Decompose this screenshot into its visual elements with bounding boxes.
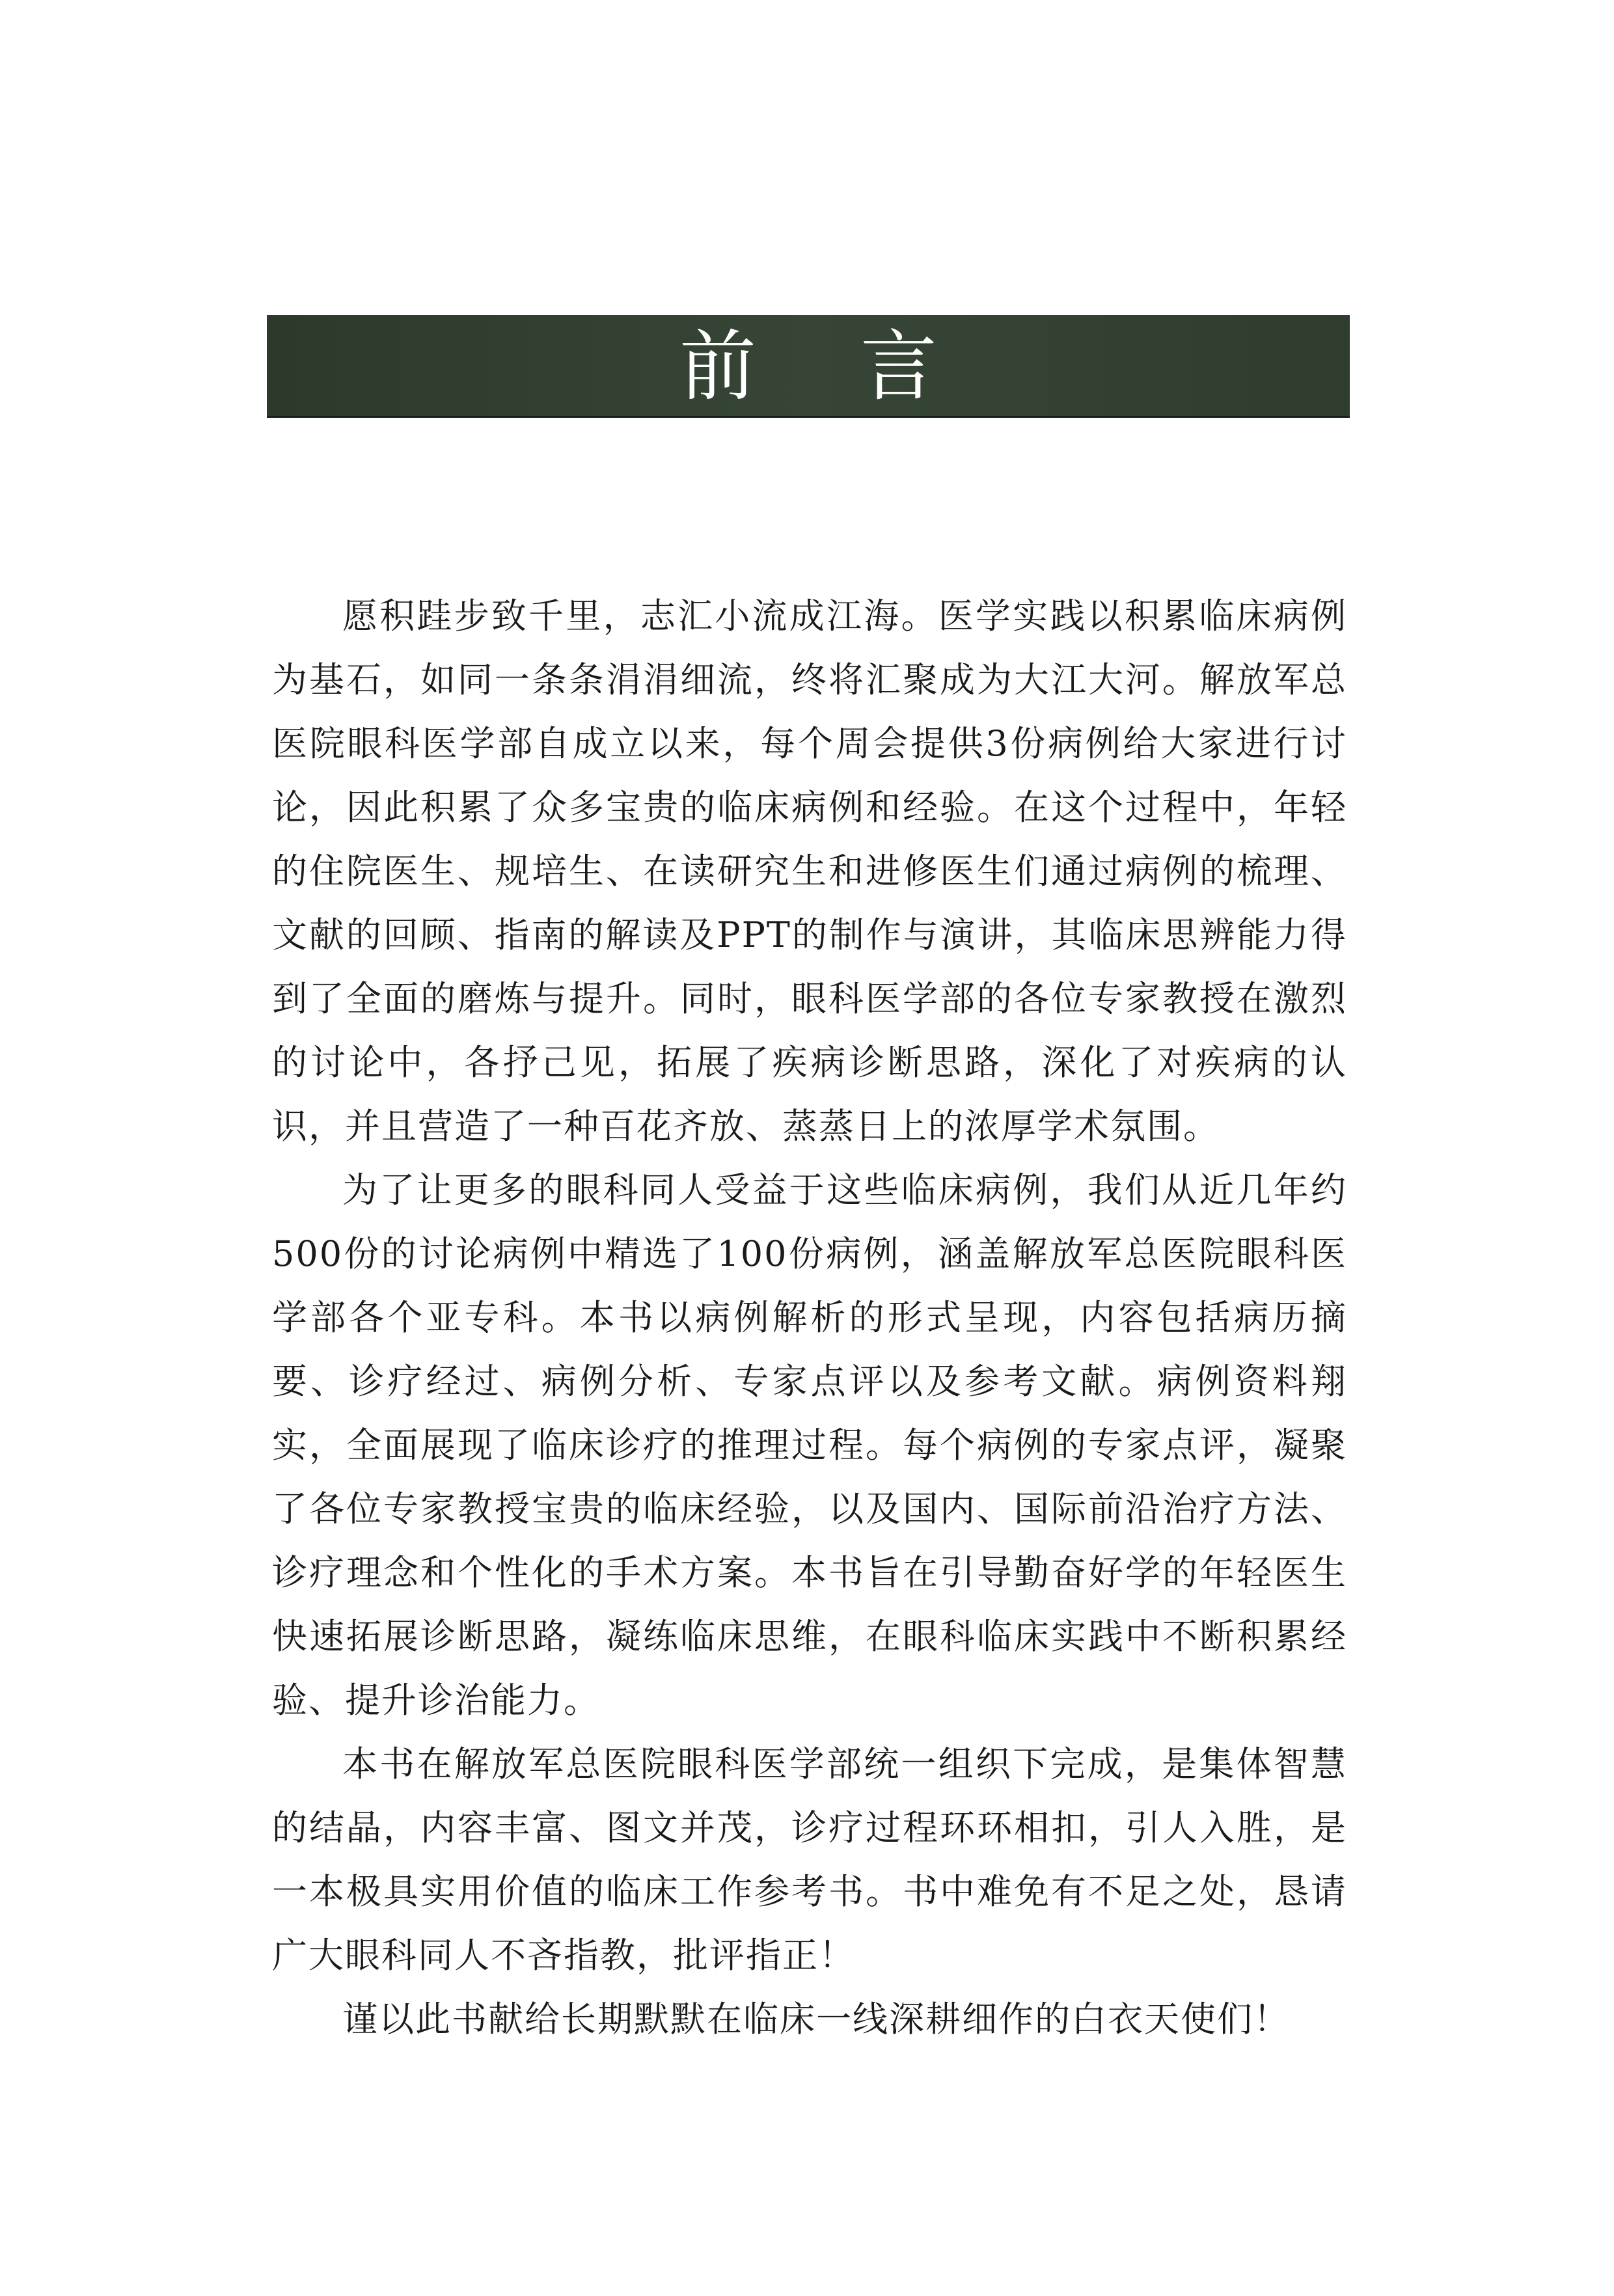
page-title: 前言	[679, 321, 1041, 411]
paragraph-4: 谨以此书献给长期默默在临床一线深耕细作的白衣天使们！	[342, 1999, 1290, 2040]
paragraph-3: 本书在解放军总医院眼科医学部统一组织下完成，是集体智慧的结晶，内容丰富、图文并茂，诊疗过程环环相扣，引人入胜，是一本极具实用价值的临床工作参考书。书中难免有不足之处，恳请广大眼科同人不吝指教，批评指正！	[272, 1743, 1347, 1976]
paragraph-2: 为了让更多的眼科同人受益于这些临床病例，我们从近几年约500份的讨论病例中精选了100份病例，涵盖解放军总医院眼科医学部各个亚专科。本书以病例解析的形式呈现，内容包括病历摘要、诊疗经过、病例分析、专家点评以及参考文献。病例资料翔实，全面展现了临床诊疗的推理过程。每个病例的专家点评，凝聚了各位专家教授宝贵的临床经验，以及国内、国际前沿治疗方法、诊疗理念和个性化的手术方案。本书旨在引导勤奋好学的年轻医生快速拓展诊断思路，凝练临床思维，在眼科临床实践中不断积累经验、提升诊治能力。	[272, 1169, 1347, 1721]
paragraph-1: 愿积跬步致千里，志汇小流成江海。医学实践以积累临床病例为基石，如同一条条涓涓细流，终将汇聚成为大江大河。解放军总医院眼科医学部自成立以来，每个周会提供3份病例给大家进行讨论，因此积累了众多宝贵的临床病例和经验。在这个过程中，年轻的住院医生、规培生、在读研究生和进修医生们通过病例的梳理、文献的回顾、指南的解读及PPT的制作与演讲，其临床思辨能力得到了全面的磨炼与提升。同时，眼科医学部的各位专家教授在激烈的讨论中，各抒己见，拓展了疾病诊断思路，深化了对疾病的认识，并且营造了一种百花齐放、蒸蒸日上的浓厚学术氛围。	[272, 595, 1347, 1147]
preface-body	[272, 584, 1347, 2051]
title-banner	[267, 315, 1350, 418]
